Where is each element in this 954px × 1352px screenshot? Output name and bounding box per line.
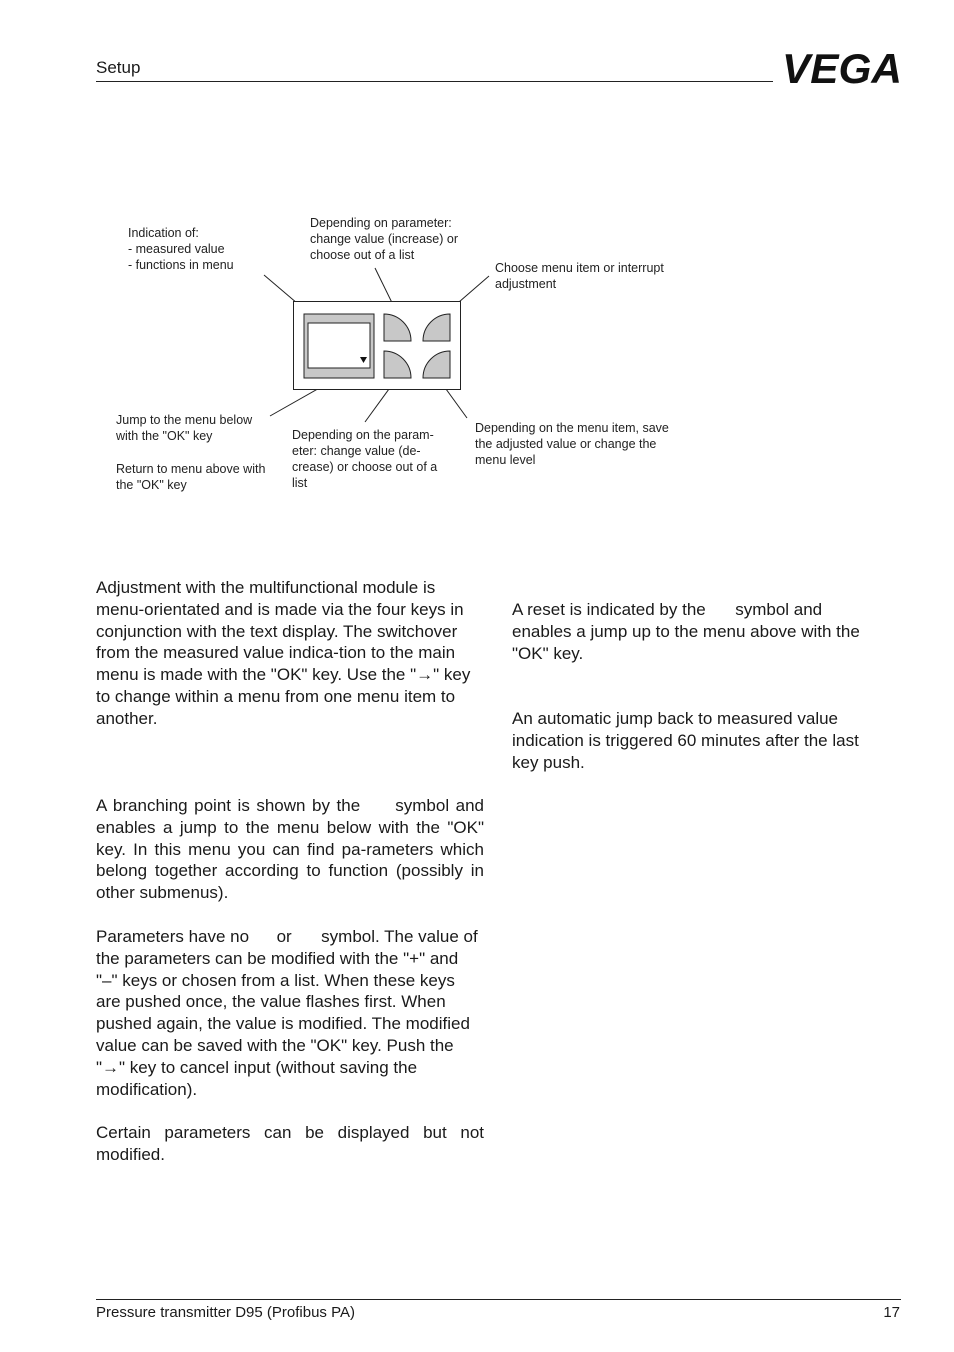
callout-line: choose out of a list [310, 248, 415, 262]
footer-divider [96, 1299, 901, 1300]
paragraph-display-only: Certain parameters can be displayed but not modified. [96, 1123, 484, 1164]
paragraph-reset [512, 599, 882, 664]
callout-line: Jump to the menu below [116, 413, 253, 427]
text-span: symbol and enables a jump up to the menu above with the "OK" key. [512, 600, 860, 663]
paragraph-adjustment: Adjustment with the multifunctional module is menu-orientated and is made via the four keys in conjunction with the text display. The switchover from the measured value indica-tion to the main menu is made with the "OK" key. Use the "→" key to change within a menu from one menu item to another. [96, 578, 471, 728]
paragraph-parameters [96, 926, 484, 1100]
callout-line: Depending on the param- [292, 428, 434, 442]
callout-line: crease) or choose out of a [292, 460, 438, 474]
section-title: Setup [96, 58, 141, 77]
callout-indication-item: - functions in menu [128, 258, 234, 272]
paragraph-auto-jump: An automatic jump back to measured value indication is triggered 60 minutes after the last key push. [512, 709, 859, 772]
text-span: Parameters have no [96, 927, 250, 946]
logo-text: VEGA [782, 50, 902, 86]
callout-line: Depending on the menu item, save [475, 421, 669, 435]
text-span: A reset is indicated by the [512, 600, 706, 619]
callout-indication-item: - measured value [128, 242, 225, 256]
callout-line: adjustment [495, 277, 557, 291]
text-span: A branching point is shown by the [96, 796, 361, 815]
text-span: or [276, 927, 292, 946]
callout-line: with the "OK" key [116, 429, 213, 443]
callout-indication-title: Indication of: [128, 226, 199, 240]
callout-line: Return to menu above with [116, 462, 266, 476]
callout-line: list [292, 476, 308, 490]
paragraph-branching [96, 795, 484, 904]
text-span: symbol and enables a jump to the menu below with the "OK" key. In this menu you can find pa-rameters which belong together according to function (possibly in other submenus). [96, 796, 484, 903]
module-diagram [0, 0, 954, 560]
callout-line: Choose menu item or interrupt [495, 261, 664, 275]
text-span: symbol. The value of the parameters can be modified with the "+" and "–" keys or chosen from a list. When these keys are pushed once, the value flashes first. When pushed again, the value is modified. The modified value can be saved with the "OK" key. Push the "→" key to cancel input (without saving the modification). [96, 927, 478, 1099]
callout-line: change value (increase) or [310, 232, 458, 246]
page-number: 17 [883, 1304, 900, 1321]
callout-line: eter: change value (de- [292, 444, 421, 458]
display-screen [308, 323, 370, 368]
callout-line: menu level [475, 453, 536, 467]
leader-line [459, 276, 489, 302]
callout-line: Depending on parameter: [310, 216, 452, 230]
footer-title: Pressure transmitter D95 (Profibus PA) [96, 1304, 355, 1321]
callout-line: the adjusted value or change the [475, 437, 657, 451]
callout-line: the "OK" key [116, 478, 187, 492]
